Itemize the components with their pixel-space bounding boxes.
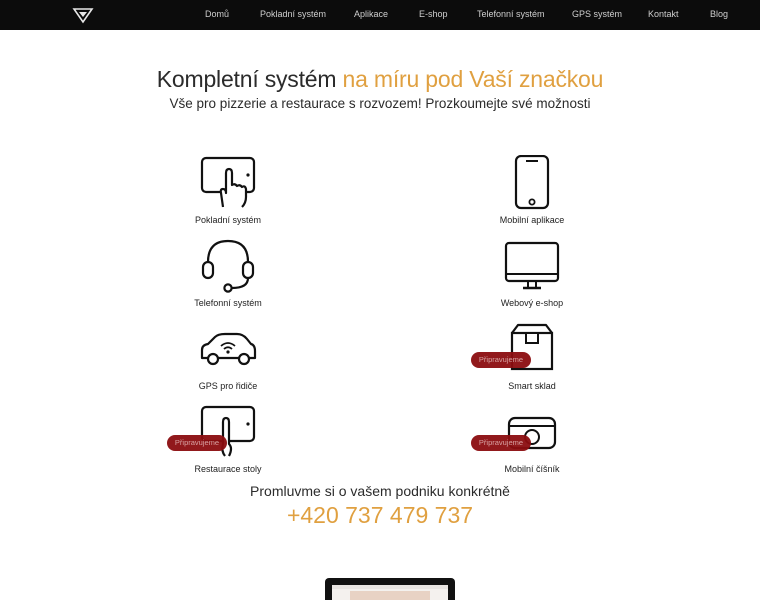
laptop-preview (325, 578, 455, 600)
nav-link-gps-system[interactable]: GPS systém (572, 9, 623, 19)
nav-link-apps[interactable]: Aplikace (354, 9, 389, 19)
feature-gps-drivers[interactable] (158, 321, 298, 401)
nav-link-blog[interactable]: Blog (710, 9, 729, 19)
nav-link-phone-system[interactable]: Telefonní systém (477, 9, 545, 19)
car-icon (199, 321, 257, 377)
nav-link-contact[interactable]: Kontakt (648, 9, 679, 19)
feature-web-eshop[interactable] (462, 238, 602, 318)
screen-header-bar (332, 585, 448, 589)
feature-label: GPS pro řidiče (198, 381, 258, 391)
feature-label: Telefonní systém (194, 298, 262, 308)
feature-phone-system[interactable] (158, 238, 298, 318)
laptop-screen (332, 585, 448, 600)
feature-smart-warehouse[interactable] (462, 321, 602, 401)
feature-mobile-waiter[interactable] (462, 404, 602, 484)
feature-mobile-app[interactable] (462, 155, 602, 235)
page-subtitle: Vše pro pizzerie a restaurace s rozvozem! Prozkoumejte své možnosti (169, 96, 591, 111)
smartphone-icon (503, 155, 561, 211)
feature-label: Pokladní systém (194, 215, 262, 225)
title-main: Kompletní systém (156, 66, 343, 92)
coming-soon-badge: Připravujeme (471, 352, 531, 368)
tablet-hand-icon (199, 404, 257, 460)
nav-link-home[interactable]: Domů (205, 9, 230, 19)
monitor-icon (503, 238, 561, 294)
contact-phone-link[interactable]: +420 737 479 737 (286, 502, 474, 528)
top-navbar (0, 0, 760, 30)
coming-soon-badge: Připravujeme (167, 435, 227, 451)
touch-tablet-icon (199, 155, 257, 211)
feature-pos-system[interactable] (158, 155, 298, 235)
feature-label: Smart sklad (508, 381, 556, 391)
feature-label: Webový e-shop (500, 298, 564, 308)
title-accent: na míru pod Vaší značkou (342, 66, 604, 92)
contact-prompt: Promluvme si o vašem podniku konkrétně (250, 483, 510, 499)
feature-label: Mobilní číšník (504, 464, 560, 474)
waiter-icon (503, 404, 561, 460)
feature-label: Mobilní aplikace (499, 215, 565, 225)
brand-logo-icon[interactable] (72, 5, 94, 25)
page-title (0, 66, 760, 93)
screen-hero-image (350, 591, 430, 600)
headset-icon (199, 238, 257, 294)
coming-soon-badge: Připravujeme (471, 435, 531, 451)
nav-link-pos-system[interactable]: Pokladní systém (260, 9, 327, 19)
nav-link-eshop[interactable]: E-shop (419, 9, 448, 19)
feature-restaurant-tables[interactable] (158, 404, 298, 484)
feature-label: Restaurace stoly (194, 464, 262, 474)
box-icon (503, 321, 561, 377)
